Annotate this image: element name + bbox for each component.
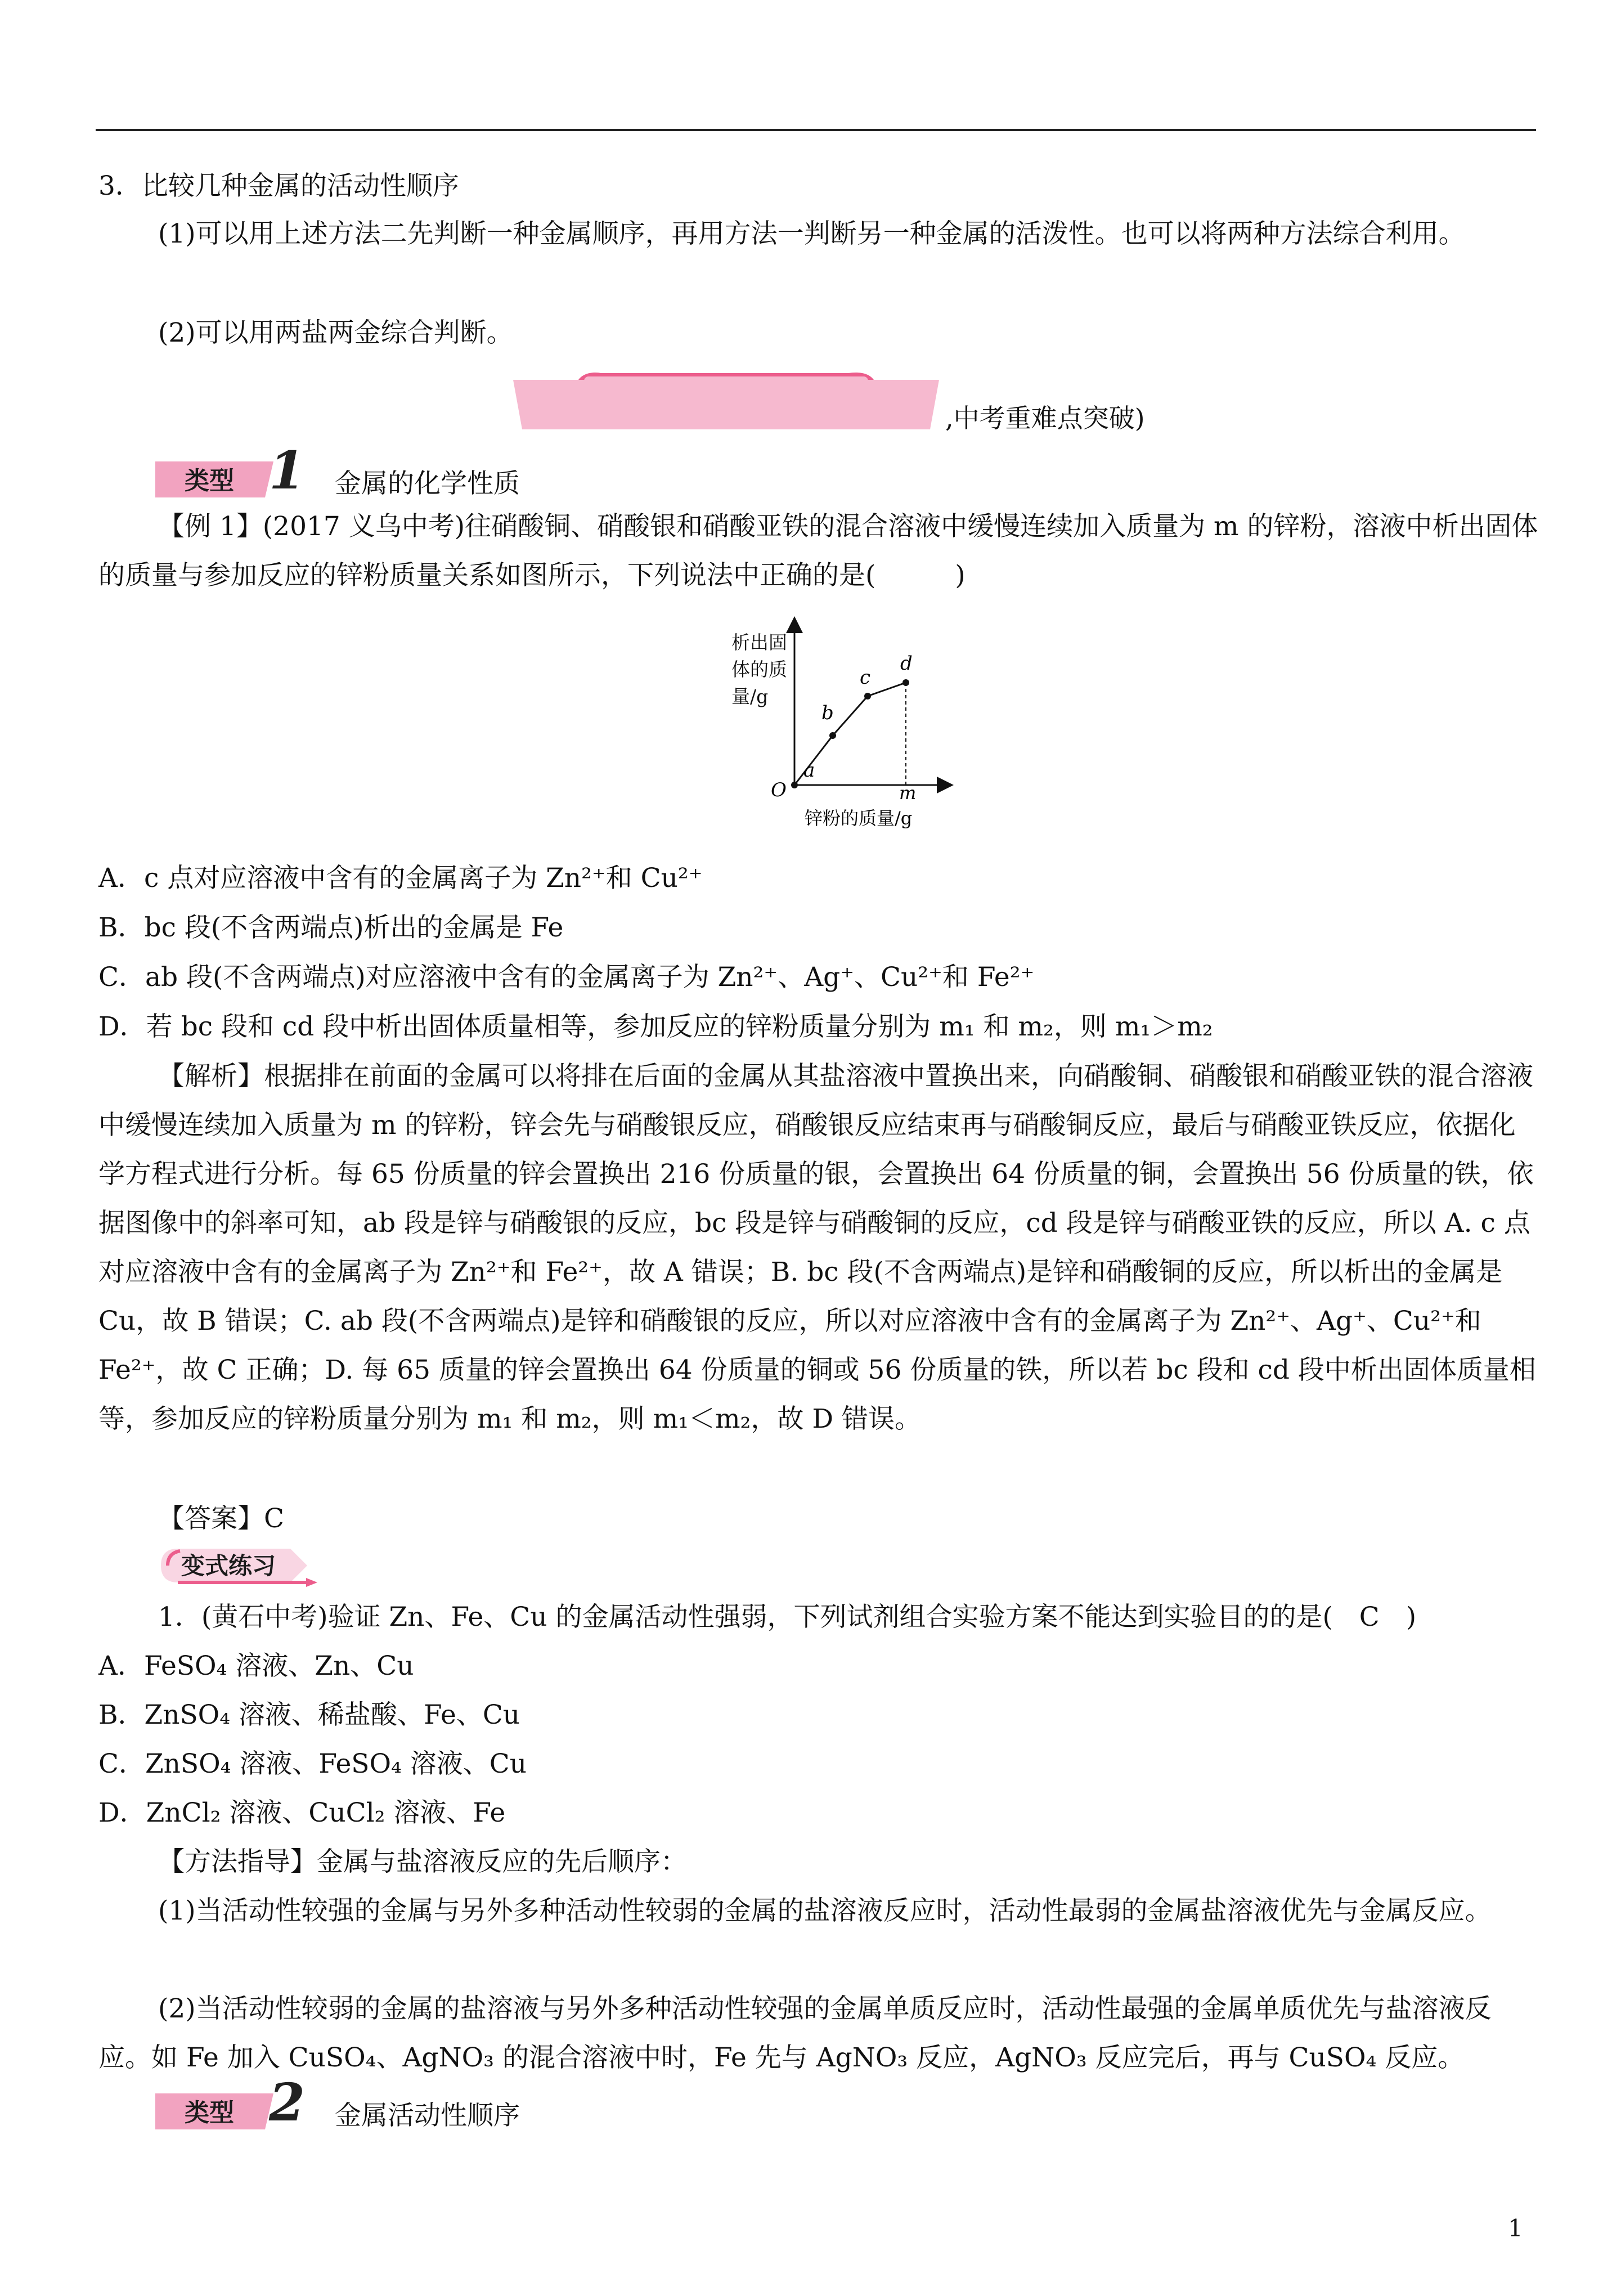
point-b — [829, 732, 836, 739]
type-tag-1-label: 类型 — [185, 467, 234, 495]
label-d: d — [900, 652, 913, 675]
method-paragraph-1: (1)当活动性较强的金属与另外多种活动性较弱的金属的盐溶液反应时，活动性最弱的金属盐溶液优先与金属反应。 — [158, 1895, 1492, 1926]
option-1b: B．bc 段(不含两端点)析出的金属是 Fe — [98, 912, 564, 943]
point-a — [791, 782, 798, 788]
label-a: a — [803, 759, 815, 782]
variant-question: 1．(黄石中考)验证 Zn、Fe、Cu 的金属活动性强弱，下列试剂组合实验方案不能达到实验目的的是( C ) — [158, 1602, 1417, 1633]
x-axis-label: 锌粉的质量/g — [805, 808, 913, 829]
origin-label: O — [771, 779, 787, 801]
method-paragraph-2: (2)当活动性较弱的金属的盐溶液与另外多种活动性较强的金属单质反应时，活动性最强的金属单质优先与盐溶液反应。如 Fe 加入 CuSO₄、AgNO₃ 的混合溶液中时，Fe 先与 AgNO₃ 反应，AgNO₃ 反应完后，再与 CuSO₄ 反应。 — [98, 1993, 1492, 2073]
banner-graphic — [511, 369, 941, 429]
variant-option-a: A．FeSO₄ 溶液、Zn、Cu — [98, 1651, 414, 1681]
y-axis-label: 析出固体的质量/g — [731, 631, 787, 707]
intro-paragraph-2: (2)可以用两盐两金综合判断。 — [158, 317, 513, 348]
point-d — [902, 679, 909, 686]
page-number: 1 — [1508, 2214, 1523, 2242]
banner-caption: ,中考重难点突破) — [945, 403, 1145, 433]
option-1a: A．c 点对应溶液中含有的金属离子为 Zn²⁺和 Cu²⁺ — [98, 863, 703, 894]
type-tag-1-number: 1 — [269, 440, 306, 501]
type-1-title: 金属的化学性质 — [335, 468, 520, 499]
answer: 【答案】C — [158, 1503, 284, 1534]
option-1d: D．若 bc 段和 cd 段中析出固体质量相等，参加反应的锌粉质量分别为 m₁ 和 m₂，则 m₁＞m₂ — [98, 1011, 1213, 1042]
label-b: b — [821, 702, 834, 724]
section-heading: 3．比较几种金属的活动性顺序 — [98, 171, 459, 201]
intro-paragraph-1: (1)可以用上述方法二先判断一种金属顺序，再用方法一判断另一种金属的活泼性。也可以将两种方法综合利用。 — [158, 218, 1465, 249]
type-2-title: 金属活动性顺序 — [335, 2100, 520, 2131]
variant-option-c: C．ZnSO₄ 溶液、FeSO₄ 溶液、Cu — [98, 1748, 527, 1779]
variant-option-b: B．ZnSO₄ 溶液、稀盐酸、Fe、Cu — [98, 1699, 520, 1730]
type-tag-2-number: 2 — [269, 2072, 306, 2133]
variant-option-d: D．ZnCl₂ 溶液、CuCl₂ 溶液、Fe — [98, 1797, 506, 1828]
point-c — [864, 693, 871, 699]
label-c: c — [860, 666, 871, 689]
example-1-text: 【例 1】(2017 义乌中考)往硝酸铜、硝酸银和硝酸亚铁的混合溶液中缓慢连续加入质量为 m 的锌粉，溶液中析出固体的质量与参加反应的锌粉质量关系如图所示，下列说法中正确的是( ) — [98, 511, 1538, 591]
x-end-label: m — [899, 782, 917, 804]
variant-tag-label: 变式练习 — [181, 1552, 276, 1580]
header-rule — [96, 129, 1536, 131]
option-1c: C．ab 段(不含两端点)对应溶液中含有的金属离子为 Zn²⁺、Ag⁺、Cu²⁺和 Fe²⁺ — [98, 962, 1035, 993]
method-heading: 【方法指导】金属与盐溶液反应的先后顺序： — [158, 1846, 687, 1877]
analysis-paragraph: 【解析】根据排在前面的金属可以将排在后面的金属从其盐溶液中置换出来，向硝酸铜、硝酸银和硝酸亚铁的混合溶液中缓慢连续加入质量为 m 的锌粉，锌会先与硝酸银反应，硝酸银反应结束再与硝酸铜反应，最后与硝酸亚铁反应，依据化学方程式进行分析。每 65 份质量的锌会置换出 216 份质量的银，会置换出 64 份质量的铜，会置换出 56 份质量的铁，依据图像中的斜率可知，ab 段是锌与硝酸银的反应，bc 段是锌与硝酸铜的反应，cd 段是锌与硝酸亚铁的反应，所以 A. c 点对应溶液中含有的金属离子为 Zn²⁺和 Fe²⁺，故 A 错误；B. bc 段(不含两端点)是锌和硝酸铜的反应，所以析出的金属是 Cu，故 B 错误；C. ab 段(不含两端点)是锌和硝酸银的反应，所以对应溶液中含有的金属离子为 Zn²⁺、Ag⁺、Cu²⁺和 Fe²⁺，故 C 正确；D. 每 65 质量的锌会置换出 64 份质量的铜或 56 份质量的铁，所以若 bc 段和 cd 段中析出固体质量相等，参加反应的锌粉质量分别为 m₁ 和 m₂，则 m₁＜m₂，故 D 错误。 — [98, 1061, 1536, 1434]
type-tag-2-label: 类型 — [185, 2098, 234, 2127]
